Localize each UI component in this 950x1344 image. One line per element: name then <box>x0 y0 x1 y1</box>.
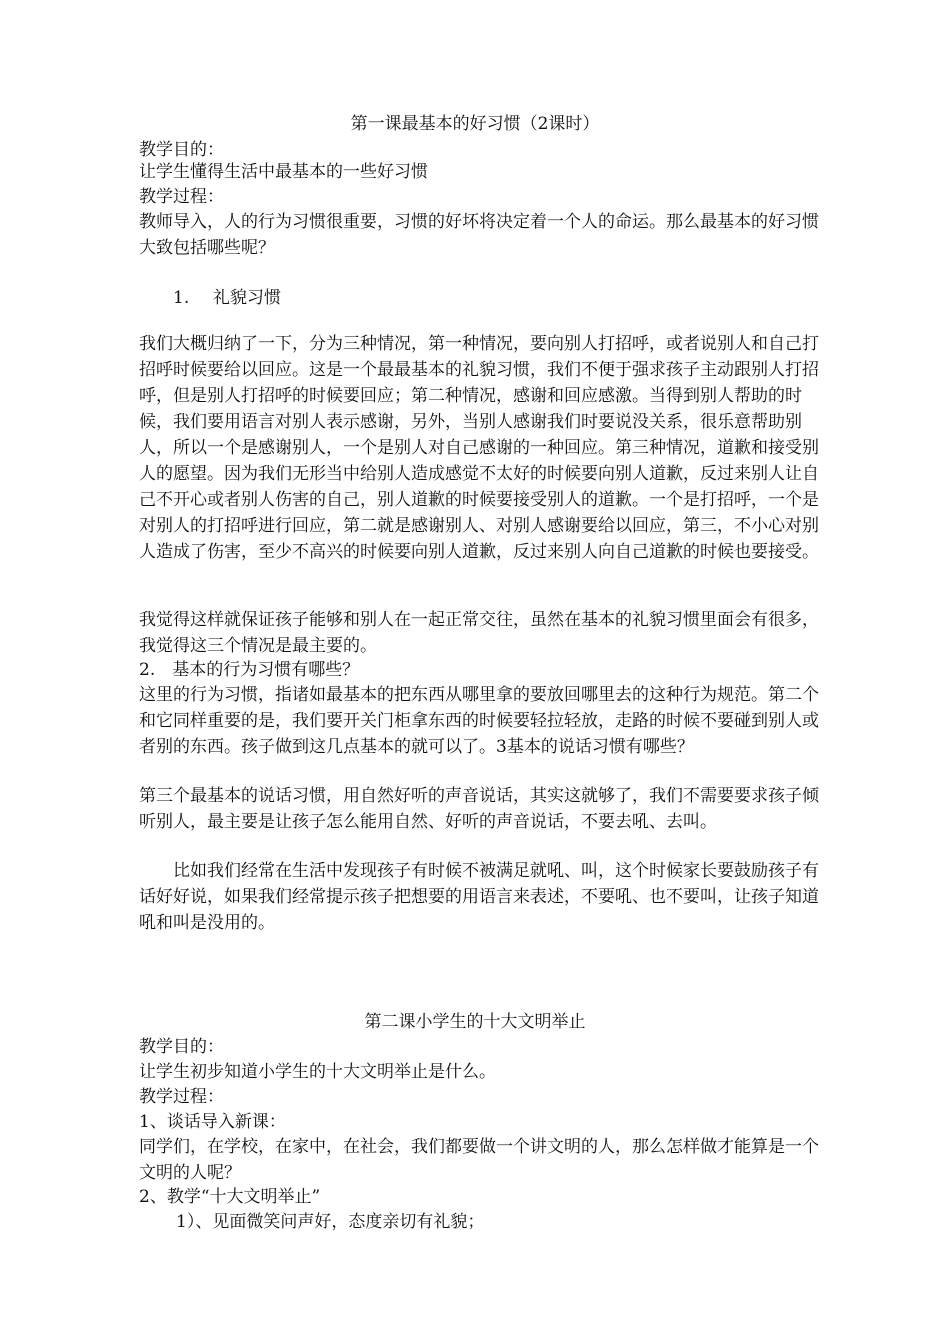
lesson2-step2: 2、教学“十大文明举止” <box>139 1187 321 1207</box>
lesson1-item1-heading <box>173 285 281 311</box>
lesson1-para3: 这里的行为习惯，指诸如最基本的把东西从哪里拿的要放回哪里去的这种行为规范。第二个和它同样重要的是，我们要开关门柜拿东西的时候要轻拉轻放，走路的时候不要碰到别人或者别的东西。孩子做到这几点基本的就可以了。3基本的说话习惯有哪些？ <box>139 685 819 757</box>
lesson1-item1-title: 礼貌习惯 <box>213 288 281 308</box>
lesson1-item1-number: 1. <box>173 288 190 308</box>
lesson2-title: 第二课小学生的十大文明举止 <box>364 1012 586 1032</box>
lesson2-step1-text: 同学们，在学校，在家中，在社会，我们都要做一个讲文明的人，那么怎样做才能算是一个文明的人呢？ <box>139 1137 819 1183</box>
lesson1-goal-text: 让学生懂得生活中最基本的一些好习惯 <box>139 162 428 182</box>
lesson2-sub-item-1: 1）、见面微笑问声好，态度亲切有礼貌； <box>176 1212 485 1232</box>
lesson1-item2-heading: 2. 基本的行为习惯有哪些？ <box>139 660 360 680</box>
lesson1-process-label: 教学过程： <box>139 187 224 207</box>
lesson2-step1: 1、谈话导入新课： <box>139 1112 286 1132</box>
lesson1-para2: 我觉得这样就保证孩子能够和别人在一起正常交往，虽然在基本的礼貌习惯里面会有很多，我觉得这三个情况是最主要的。 <box>139 610 819 656</box>
lesson1-title: 第一课最基本的好习惯（2课时） <box>350 114 600 134</box>
lesson2-goal-text: 让学生初步知道小学生的十大文明举止是什么。 <box>139 1062 496 1082</box>
lesson1-para4: 第三个最基本的说话习惯，用自然好听的声音说话，其实这就够了，我们不需要要求孩子倾听别人，最主要是让孩子怎么能用自然、好听的声音说话，不要去吼、去叫。 <box>139 786 819 832</box>
lesson2-goal-label: 教学目的： <box>139 1037 224 1057</box>
lesson1-para1: 我们大概归纳了一下，分为三种情况，第一种情况，要向别人打招呼，或者说别人和自己打招呼时候要给以回应。这是一个最最基本的礼貌习惯，我们不便于强求孩子主动跟别人打招呼，但是别人打招呼的时候要回应；第二种情况，感谢和回应感激。当得到别人帮助的时候，我们要用语言对别人表示感谢，另外，当别人感谢我们时要说没关系，很乐意帮助别人，所以一个是感谢别人，一个是别人对自己感谢的一种回应。第三种情况，道歉和接受别人的愿望。因为我们无形当中给别人造成感觉不太好的时候要向别人道歉，反过来别人让自己不开心或者别人伤害的自己，别人道歉的时候要接受别人的道歉。一个是打招呼，一个是对别人的打招呼进行回应，第二就是感谢别人、对别人感谢要给以回应，第三，不小心对别人造成了伤害，至少不高兴的时候要向别人道歉，反过来别人向自己道歉的时候也要接受。 <box>139 334 819 562</box>
lesson1-intro: 教师导入，人的行为习惯很重要，习惯的好坏将决定着一个人的命运。那么最基本的好习惯大致包括哪些呢？ <box>139 212 819 258</box>
lesson1-goal-label: 教学目的： <box>139 140 224 160</box>
lesson1-para5: 比如我们经常在生活中发现孩子有时候不被满足就吼、叫，这个时候家长要鼓励孩子有话好好说，如果我们经常提示孩子把想要的用语言来表述，不要吼、也不要叫，让孩子知道吼和叫是没用的。 <box>139 861 819 933</box>
lesson2-process-label: 教学过程： <box>139 1087 224 1107</box>
